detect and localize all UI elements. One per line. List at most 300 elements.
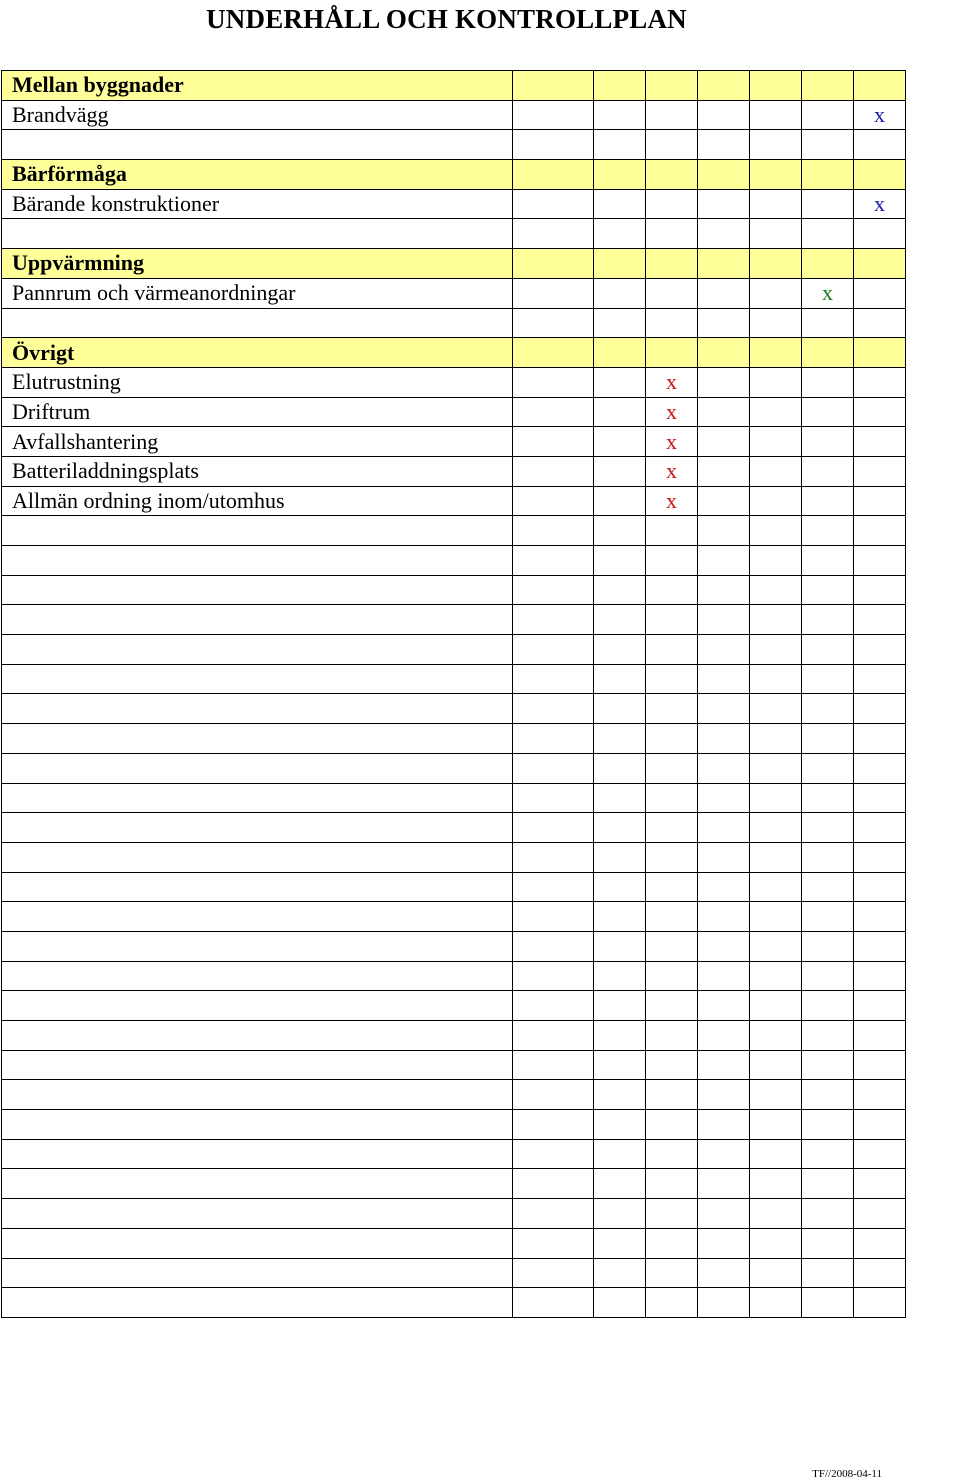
grid-cell	[513, 130, 594, 160]
grid-cell	[854, 367, 906, 397]
row-label	[2, 961, 513, 991]
grid-cell	[594, 813, 646, 843]
grid-cell	[513, 842, 594, 872]
grid-cell	[594, 516, 646, 546]
grid-cell	[750, 783, 802, 813]
grid-cell	[750, 605, 802, 635]
empty-row	[2, 664, 906, 694]
grid-cell	[594, 1258, 646, 1288]
grid-cell	[854, 1199, 906, 1229]
table-row	[2, 367, 906, 397]
grid-cell	[698, 724, 750, 754]
section-heading: Mellan byggnader	[2, 71, 513, 101]
grid-cell	[646, 635, 698, 665]
grid-cell	[750, 575, 802, 605]
grid-cell	[594, 1169, 646, 1199]
grid-cell	[802, 931, 854, 961]
empty-row	[2, 1288, 906, 1318]
empty-row	[2, 1169, 906, 1199]
row-label	[2, 219, 513, 249]
grid-cell	[513, 1110, 594, 1140]
grid-cell	[646, 961, 698, 991]
grid-cell	[646, 575, 698, 605]
grid-cell	[802, 961, 854, 991]
grid-cell	[802, 160, 854, 190]
grid-cell	[802, 100, 854, 130]
grid-cell	[513, 724, 594, 754]
grid-cell	[594, 961, 646, 991]
grid-cell	[698, 872, 750, 902]
grid-cell	[594, 635, 646, 665]
grid-cell	[698, 1228, 750, 1258]
row-label	[2, 605, 513, 635]
grid-cell	[646, 1110, 698, 1140]
spacer-row	[2, 219, 906, 249]
grid-cell	[513, 1080, 594, 1110]
grid-cell	[513, 546, 594, 576]
row-label	[2, 575, 513, 605]
maintenance-table	[1, 70, 906, 1318]
grid-cell	[594, 664, 646, 694]
grid-cell	[513, 160, 594, 190]
grid-cell	[750, 249, 802, 279]
grid-cell	[854, 1110, 906, 1140]
grid-cell	[698, 575, 750, 605]
grid-cell	[646, 130, 698, 160]
grid-cell	[802, 486, 854, 516]
grid-cell	[594, 1228, 646, 1258]
grid-cell	[802, 694, 854, 724]
grid-cell	[750, 1169, 802, 1199]
empty-row	[2, 991, 906, 1021]
grid-cell	[646, 724, 698, 754]
empty-row	[2, 635, 906, 665]
grid-cell	[750, 902, 802, 932]
grid-cell	[750, 1288, 802, 1318]
row-label	[2, 1288, 513, 1318]
grid-cell	[594, 1050, 646, 1080]
grid-cell	[698, 456, 750, 486]
row-label	[2, 813, 513, 843]
table-row	[2, 456, 906, 486]
row-label: Batteriladdningsplats	[2, 456, 513, 486]
grid-cell	[750, 219, 802, 249]
row-label	[2, 1080, 513, 1110]
grid-cell	[802, 635, 854, 665]
grid-cell	[594, 71, 646, 101]
grid-cell	[594, 605, 646, 635]
grid-cell	[750, 308, 802, 338]
grid-cell	[854, 308, 906, 338]
grid-cell	[750, 130, 802, 160]
grid-cell	[646, 991, 698, 1021]
grid-cell	[513, 100, 594, 130]
grid-cell	[854, 516, 906, 546]
table-row	[2, 100, 906, 130]
grid-cell	[513, 872, 594, 902]
grid-cell	[646, 931, 698, 961]
grid-cell	[698, 1258, 750, 1288]
grid-cell	[698, 486, 750, 516]
grid-cell	[513, 367, 594, 397]
grid-cell	[698, 783, 750, 813]
row-label	[2, 842, 513, 872]
grid-cell	[594, 783, 646, 813]
grid-cell	[802, 1021, 854, 1051]
row-label	[2, 1169, 513, 1199]
grid-cell	[750, 1199, 802, 1229]
grid-cell	[698, 338, 750, 368]
spacer-row	[2, 130, 906, 160]
empty-row	[2, 872, 906, 902]
grid-cell	[854, 427, 906, 457]
grid-cell	[854, 1139, 906, 1169]
grid-cell	[513, 635, 594, 665]
grid-cell	[854, 813, 906, 843]
row-label	[2, 1139, 513, 1169]
grid-cell	[750, 1080, 802, 1110]
grid-cell	[646, 100, 698, 130]
row-label	[2, 872, 513, 902]
page-title: UNDERHÅLL OCH KONTROLLPLAN	[206, 4, 687, 34]
grid-cell	[513, 397, 594, 427]
grid-cell	[802, 664, 854, 694]
grid-cell	[854, 872, 906, 902]
grid-cell	[854, 1080, 906, 1110]
check-mark: x	[802, 278, 854, 308]
grid-cell	[594, 724, 646, 754]
grid-cell	[802, 605, 854, 635]
grid-cell	[646, 783, 698, 813]
empty-row	[2, 516, 906, 546]
grid-cell	[802, 1110, 854, 1140]
grid-cell	[854, 1228, 906, 1258]
check-mark: x	[854, 189, 906, 219]
grid-cell	[594, 427, 646, 457]
grid-cell	[802, 71, 854, 101]
grid-cell	[646, 1050, 698, 1080]
grid-cell	[750, 1021, 802, 1051]
row-label: Allmän ordning inom/utomhus	[2, 486, 513, 516]
grid-cell	[594, 1110, 646, 1140]
row-label	[2, 991, 513, 1021]
grid-cell	[854, 635, 906, 665]
grid-cell	[594, 397, 646, 427]
grid-cell	[698, 516, 750, 546]
empty-row	[2, 813, 906, 843]
grid-cell	[698, 71, 750, 101]
grid-cell	[698, 219, 750, 249]
grid-cell	[513, 1258, 594, 1288]
grid-cell	[646, 189, 698, 219]
grid-cell	[513, 694, 594, 724]
grid-cell	[854, 724, 906, 754]
section-heading: Övrigt	[2, 338, 513, 368]
grid-cell	[646, 872, 698, 902]
table-row	[2, 278, 906, 308]
grid-cell	[594, 219, 646, 249]
check-mark: x	[646, 427, 698, 457]
grid-cell	[513, 249, 594, 279]
row-label: Elutrustning	[2, 367, 513, 397]
grid-cell	[750, 160, 802, 190]
grid-cell	[513, 1228, 594, 1258]
grid-cell	[513, 278, 594, 308]
grid-cell	[513, 1050, 594, 1080]
grid-cell	[698, 753, 750, 783]
grid-cell	[513, 427, 594, 457]
grid-cell	[513, 516, 594, 546]
grid-cell	[646, 1258, 698, 1288]
section-header-row	[2, 338, 906, 368]
row-label	[2, 1021, 513, 1051]
grid-cell	[802, 872, 854, 902]
grid-cell	[750, 1110, 802, 1140]
grid-cell	[802, 902, 854, 932]
grid-cell	[594, 991, 646, 1021]
grid-cell	[854, 1169, 906, 1199]
grid-cell	[802, 575, 854, 605]
grid-cell	[513, 605, 594, 635]
grid-cell	[802, 1080, 854, 1110]
grid-cell	[698, 397, 750, 427]
section-header-row	[2, 71, 906, 101]
grid-cell	[698, 249, 750, 279]
grid-cell	[750, 635, 802, 665]
section-header-row	[2, 249, 906, 279]
grid-cell	[646, 160, 698, 190]
grid-cell	[750, 516, 802, 546]
grid-cell	[513, 902, 594, 932]
grid-cell	[802, 219, 854, 249]
grid-cell	[513, 991, 594, 1021]
grid-cell	[750, 1139, 802, 1169]
row-label	[2, 753, 513, 783]
grid-cell	[513, 1169, 594, 1199]
grid-cell	[750, 753, 802, 783]
grid-cell	[854, 783, 906, 813]
grid-cell	[646, 664, 698, 694]
grid-cell	[802, 546, 854, 576]
grid-cell	[594, 160, 646, 190]
empty-row	[2, 724, 906, 754]
grid-cell	[802, 249, 854, 279]
grid-cell	[802, 1199, 854, 1229]
row-label: Driftrum	[2, 397, 513, 427]
grid-cell	[854, 71, 906, 101]
grid-cell	[698, 1080, 750, 1110]
empty-row	[2, 694, 906, 724]
grid-cell	[750, 397, 802, 427]
check-mark: x	[646, 397, 698, 427]
grid-cell	[594, 546, 646, 576]
grid-cell	[646, 516, 698, 546]
grid-cell	[854, 1288, 906, 1318]
grid-cell	[698, 813, 750, 843]
row-label	[2, 694, 513, 724]
grid-cell	[594, 100, 646, 130]
grid-cell	[513, 753, 594, 783]
grid-cell	[750, 367, 802, 397]
grid-cell	[854, 456, 906, 486]
section-heading: Uppvärmning	[2, 249, 513, 279]
grid-cell	[594, 456, 646, 486]
grid-cell	[802, 813, 854, 843]
grid-cell	[646, 278, 698, 308]
grid-cell	[698, 991, 750, 1021]
empty-row	[2, 931, 906, 961]
grid-cell	[750, 189, 802, 219]
grid-cell	[594, 249, 646, 279]
check-mark: x	[646, 486, 698, 516]
empty-row	[2, 1021, 906, 1051]
check-mark: x	[646, 456, 698, 486]
row-label	[2, 130, 513, 160]
section-header-row	[2, 160, 906, 190]
grid-cell	[646, 605, 698, 635]
grid-cell	[802, 456, 854, 486]
grid-cell	[513, 664, 594, 694]
row-label	[2, 516, 513, 546]
grid-cell	[854, 961, 906, 991]
grid-cell	[698, 1169, 750, 1199]
grid-cell	[594, 130, 646, 160]
row-label	[2, 931, 513, 961]
empty-row	[2, 605, 906, 635]
grid-cell	[646, 1139, 698, 1169]
grid-cell	[854, 753, 906, 783]
grid-cell	[513, 189, 594, 219]
grid-cell	[802, 842, 854, 872]
grid-cell	[698, 664, 750, 694]
grid-cell	[646, 1169, 698, 1199]
grid-cell	[854, 694, 906, 724]
grid-cell	[802, 724, 854, 754]
check-mark: x	[854, 100, 906, 130]
grid-cell	[698, 427, 750, 457]
grid-cell	[513, 219, 594, 249]
grid-cell	[802, 1139, 854, 1169]
grid-cell	[646, 813, 698, 843]
grid-cell	[854, 991, 906, 1021]
grid-cell	[513, 783, 594, 813]
grid-cell	[854, 575, 906, 605]
table-row	[2, 189, 906, 219]
grid-cell	[698, 1050, 750, 1080]
grid-cell	[698, 1288, 750, 1318]
row-label	[2, 1050, 513, 1080]
grid-cell	[750, 813, 802, 843]
grid-cell	[594, 1139, 646, 1169]
grid-cell	[646, 1021, 698, 1051]
grid-cell	[646, 219, 698, 249]
grid-cell	[802, 130, 854, 160]
grid-cell	[854, 160, 906, 190]
grid-cell	[698, 1021, 750, 1051]
grid-cell	[802, 753, 854, 783]
grid-cell	[594, 1199, 646, 1229]
grid-cell	[513, 575, 594, 605]
empty-row	[2, 546, 906, 576]
grid-cell	[594, 1080, 646, 1110]
grid-cell	[698, 1110, 750, 1140]
grid-cell	[854, 249, 906, 279]
grid-cell	[594, 842, 646, 872]
row-label	[2, 724, 513, 754]
grid-cell	[594, 1021, 646, 1051]
table-row	[2, 397, 906, 427]
grid-cell	[802, 1050, 854, 1080]
grid-cell	[698, 1139, 750, 1169]
grid-cell	[513, 1021, 594, 1051]
grid-cell	[698, 931, 750, 961]
grid-cell	[698, 605, 750, 635]
empty-row	[2, 1110, 906, 1140]
grid-cell	[594, 486, 646, 516]
grid-cell	[646, 902, 698, 932]
grid-cell	[802, 1258, 854, 1288]
empty-row	[2, 902, 906, 932]
grid-cell	[750, 1228, 802, 1258]
row-label: Pannrum och värmeanordningar	[2, 278, 513, 308]
grid-cell	[594, 931, 646, 961]
grid-cell	[513, 456, 594, 486]
grid-cell	[854, 219, 906, 249]
grid-cell	[646, 694, 698, 724]
grid-cell	[854, 486, 906, 516]
row-label	[2, 635, 513, 665]
grid-cell	[750, 1258, 802, 1288]
grid-cell	[698, 130, 750, 160]
grid-cell	[698, 902, 750, 932]
grid-cell	[698, 308, 750, 338]
table-row	[2, 427, 906, 457]
grid-cell	[513, 71, 594, 101]
grid-cell	[802, 427, 854, 457]
grid-cell	[854, 130, 906, 160]
grid-cell	[646, 1199, 698, 1229]
row-label	[2, 546, 513, 576]
grid-cell	[802, 516, 854, 546]
footer-date: TF//2008-04-11	[812, 1468, 882, 1480]
grid-cell	[802, 367, 854, 397]
grid-cell	[513, 338, 594, 368]
grid-cell	[513, 931, 594, 961]
section-heading: Bärförmåga	[2, 160, 513, 190]
empty-row	[2, 1199, 906, 1229]
table-row	[2, 486, 906, 516]
grid-cell	[750, 100, 802, 130]
empty-row	[2, 1080, 906, 1110]
row-label	[2, 308, 513, 338]
grid-cell	[802, 1169, 854, 1199]
row-label	[2, 664, 513, 694]
empty-row	[2, 753, 906, 783]
grid-cell	[750, 694, 802, 724]
grid-cell	[802, 1288, 854, 1318]
row-label	[2, 1199, 513, 1229]
grid-cell	[594, 338, 646, 368]
grid-cell	[750, 546, 802, 576]
grid-cell	[802, 991, 854, 1021]
grid-cell	[646, 842, 698, 872]
grid-cell	[750, 961, 802, 991]
grid-cell	[854, 278, 906, 308]
grid-cell	[802, 308, 854, 338]
grid-cell	[513, 1288, 594, 1318]
grid-cell	[698, 635, 750, 665]
grid-cell	[594, 308, 646, 338]
